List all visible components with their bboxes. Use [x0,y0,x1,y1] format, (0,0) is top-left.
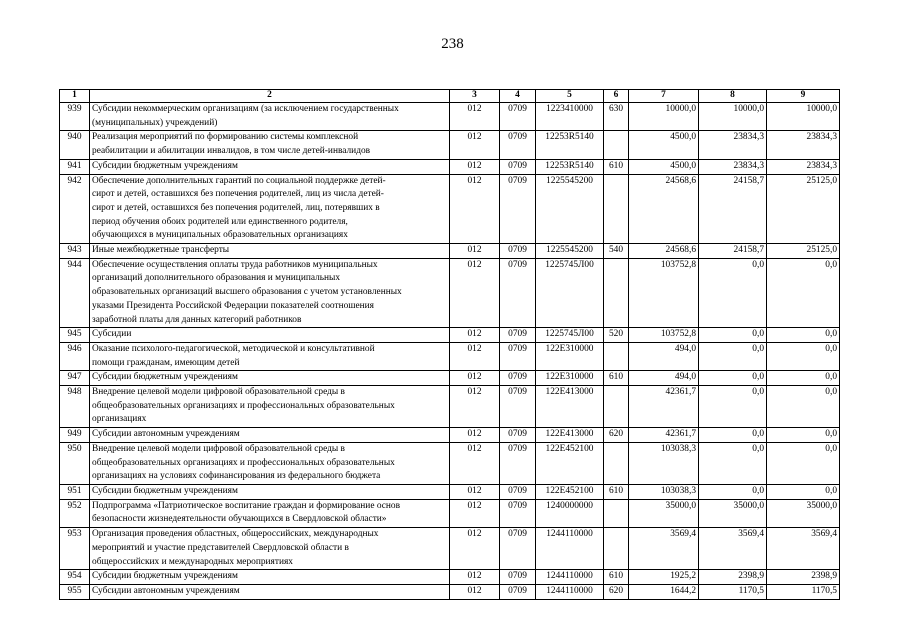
amount-col-9: 1170,5 [767,584,840,599]
target-article-code: 1244110000 [536,528,604,570]
row-name [90,328,450,343]
section-code: 0709 [500,484,536,499]
section-code: 0709 [500,386,536,428]
row-name [90,244,450,259]
amount-col-8: 0,0 [699,328,767,343]
row-name-line: Субсидии бюджетным учреждениям [92,160,238,171]
expense-type-code: 610 [604,159,629,174]
row-name-line: Внедрение целевой модели цифровой образовательной среды в [92,443,345,454]
row-name [90,159,450,174]
amount-col-7: 1644,2 [629,584,699,599]
ministry-code: 012 [450,386,500,428]
row-name-line: Субсидии бюджетным учреждениям [92,571,238,582]
amount-col-7: 10000,0 [629,103,699,131]
amount-col-7: 103752,8 [629,258,699,328]
amount-col-7: 494,0 [629,342,699,370]
section-code: 0709 [500,428,536,443]
table-row [60,244,840,259]
expense-type-code [604,386,629,428]
row-number: 946 [60,342,90,370]
ministry-code: 012 [450,131,500,159]
expense-type-code: 610 [604,570,629,585]
amount-col-7: 494,0 [629,371,699,386]
amount-col-7: 35000,0 [629,499,699,527]
amount-col-8: 0,0 [699,371,767,386]
amount-col-7: 42361,7 [629,386,699,428]
expense-type-code: 630 [604,103,629,131]
table-row [60,159,840,174]
row-name-line: Субсидии некоммерческим организациям (за исключением государственных [92,104,399,114]
table-row [60,428,840,443]
row-name-line: сирот и детей, оставшихся без попечения родителей, лиц, потерявших в [92,202,380,213]
section-code: 0709 [500,328,536,343]
amount-col-9: 0,0 [767,428,840,443]
row-number: 945 [60,328,90,343]
row-name [90,584,450,599]
row-name-line: Внедрение целевой модели цифровой образовательной среды в [92,387,345,398]
row-number: 947 [60,371,90,386]
target-article-code: 12253R5140 [536,159,604,174]
section-code: 0709 [500,442,536,484]
amount-col-8: 0,0 [699,386,767,428]
target-article-code: 1225745Л00 [536,258,604,328]
row-name [90,342,450,370]
row-name-line: общеобразовательных организациях и профессиональных образовательных [92,400,395,411]
row-number: 952 [60,499,90,527]
amount-col-7: 42361,7 [629,428,699,443]
page-number: 238 [441,36,464,52]
amount-col-9: 25125,0 [767,174,840,244]
amount-col-9: 23834,3 [767,131,840,159]
target-article-code: 1240000000 [536,499,604,527]
section-code: 0709 [500,371,536,386]
target-article-code: 122Е310000 [536,342,604,370]
expense-type-code: 610 [604,371,629,386]
row-number: 944 [60,258,90,328]
row-name-line: безопасности жизнедеятельности обучающихся в Свердловской области» [92,514,387,525]
expense-type-code: 620 [604,584,629,599]
target-article-code: 1225545200 [536,244,604,259]
section-code: 0709 [500,342,536,370]
amount-col-9: 0,0 [767,371,840,386]
amount-col-8: 10000,0 [699,103,767,131]
ministry-code: 012 [450,528,500,570]
amount-col-7: 1925,2 [629,570,699,585]
amount-col-9: 25125,0 [767,244,840,259]
ministry-code: 012 [450,484,500,499]
row-name [90,442,450,484]
ministry-code: 012 [450,258,500,328]
amount-col-9: 2398,9 [767,570,840,585]
amount-col-8: 23834,3 [699,131,767,159]
table-row [60,386,840,428]
expense-type-code [604,131,629,159]
ministry-code: 012 [450,174,500,244]
amount-col-9: 0,0 [767,484,840,499]
row-number: 949 [60,428,90,443]
amount-col-9: 35000,0 [767,499,840,527]
row-name-line: Подпрограмма «Патриотическое воспитание граждан и формирование основ [92,500,401,511]
target-article-code: 1225745Л00 [536,328,604,343]
target-article-code: 122Е413000 [536,386,604,428]
ministry-code: 012 [450,584,500,599]
row-name-line: Субсидии бюджетным учреждениям [92,485,238,496]
amount-col-9: 0,0 [767,342,840,370]
expense-type-code [604,342,629,370]
amount-col-8: 1170,5 [699,584,767,599]
target-article-code: 122Е413000 [536,428,604,443]
column-header: 8 [699,90,767,103]
row-name-line: (муниципальных) учреждений) [92,117,218,128]
ministry-code: 012 [450,570,500,585]
expense-type-code [604,258,629,328]
row-name-line: Субсидии автономным учреждениям [92,429,240,440]
amount-col-9: 10000,0 [767,103,840,131]
ministry-code: 012 [450,159,500,174]
expense-type-code: 620 [604,428,629,443]
table-row [60,371,840,386]
amount-col-9: 3569,4 [767,528,840,570]
amount-col-7: 4500,0 [629,131,699,159]
row-name-line: реабилитации и абилитации инвалидов, в том числе детей-инвалидов [92,146,371,157]
ministry-code: 012 [450,342,500,370]
column-header: 5 [536,90,604,103]
row-name-line: сирот и детей, оставшихся без попечения родителей, лиц из числа детей- [92,189,384,200]
target-article-code: 122Е452100 [536,442,604,484]
table-row [60,103,840,131]
expense-type-code [604,174,629,244]
amount-col-7: 24568,6 [629,174,699,244]
section-code: 0709 [500,159,536,174]
amount-col-8: 0,0 [699,442,767,484]
amount-col-8: 24158,7 [699,244,767,259]
row-number: 942 [60,174,90,244]
amount-col-8: 35000,0 [699,499,767,527]
row-number: 948 [60,386,90,428]
expense-type-code: 540 [604,244,629,259]
row-name [90,428,450,443]
column-header: 2 [90,90,450,103]
row-name [90,386,450,428]
row-name-line: период обучения обоих родителей или единственного родителя, [92,216,348,227]
ministry-code: 012 [450,103,500,131]
table-row [60,484,840,499]
amount-col-8: 23834,3 [699,159,767,174]
table-row [60,570,840,585]
row-name-line: общероссийских и международных мероприятиях [92,556,293,567]
ministry-code: 012 [450,328,500,343]
amount-col-9: 0,0 [767,328,840,343]
amount-col-7: 24568,6 [629,244,699,259]
row-name-line: образовательных организаций высшего образования с учетом установленных [92,287,402,298]
amount-col-7: 103752,8 [629,328,699,343]
expense-type-code: 520 [604,328,629,343]
ministry-code: 012 [450,428,500,443]
row-name-line: организациях на условиях софинансирования из федерального бюджета [92,471,381,482]
row-number: 941 [60,159,90,174]
table-row [60,174,840,244]
row-number: 955 [60,584,90,599]
row-name-line: мероприятий и участие представителей Свердловской области в [92,542,349,553]
expense-type-code [604,442,629,484]
section-code: 0709 [500,499,536,527]
expense-type-code [604,499,629,527]
amount-col-8: 24158,7 [699,174,767,244]
table-row [60,258,840,328]
ministry-code: 012 [450,442,500,484]
expense-type-code: 610 [604,484,629,499]
header-row [60,90,840,103]
row-name-line: помощи гражданам, имеющим детей [92,357,240,368]
row-name [90,371,450,386]
budget-table [59,89,840,600]
section-code: 0709 [500,528,536,570]
amount-col-8: 0,0 [699,484,767,499]
column-header: 7 [629,90,699,103]
row-number: 954 [60,570,90,585]
table-row [60,442,840,484]
row-number: 939 [60,103,90,131]
row-name-line: Организация проведения областных, общероссийских, международных [92,529,379,540]
table-row [60,528,840,570]
section-code: 0709 [500,258,536,328]
ministry-code: 012 [450,244,500,259]
amount-col-7: 3569,4 [629,528,699,570]
row-name-line: Обеспечение дополнительных гарантий по социальной поддержке детей- [92,175,386,186]
amount-col-8: 0,0 [699,342,767,370]
row-name-line: Субсидии автономным учреждениям [92,585,240,596]
row-number: 953 [60,528,90,570]
table-row [60,499,840,527]
row-name-line: организациях [92,414,147,425]
row-number: 950 [60,442,90,484]
amount-col-8: 0,0 [699,258,767,328]
table-row [60,342,840,370]
target-article-code: 12253R5140 [536,131,604,159]
amount-col-7: 103038,3 [629,442,699,484]
section-code: 0709 [500,570,536,585]
row-name-line: организаций дополнительного образования и муниципальных [92,273,341,284]
row-name-line: Субсидии бюджетным учреждениям [92,372,238,383]
section-code: 0709 [500,131,536,159]
target-article-code: 1244110000 [536,584,604,599]
row-name [90,570,450,585]
row-number: 943 [60,244,90,259]
row-name [90,484,450,499]
row-name-line: Иные межбюджетные трансферты [92,245,230,256]
section-code: 0709 [500,584,536,599]
target-article-code: 1225545200 [536,174,604,244]
amount-col-8: 2398,9 [699,570,767,585]
target-article-code: 1244110000 [536,570,604,585]
amount-col-9: 23834,3 [767,159,840,174]
row-number: 940 [60,131,90,159]
row-number: 951 [60,484,90,499]
target-article-code: 122Е452100 [536,484,604,499]
table-row [60,131,840,159]
row-name-line: Оказание психолого-педагогической, методической и консультативной [92,343,375,354]
target-article-code: 122Е310000 [536,371,604,386]
row-name-line: заработной платы для данных категорий работников [92,314,302,325]
row-name-line: указами Президента Российской Федерации показателей соотношения [92,300,374,311]
expense-type-code [604,528,629,570]
row-name-line: общеобразовательных организациях и профессиональных образовательных [92,457,395,468]
column-header: 4 [500,90,536,103]
table-row [60,328,840,343]
amount-col-7: 4500,0 [629,159,699,174]
section-code: 0709 [500,174,536,244]
row-name-line: Реализация мероприятий по формированию системы комплексной [92,132,359,143]
amount-col-8: 0,0 [699,428,767,443]
row-name [90,528,450,570]
row-name-line: Обеспечение осуществления оплаты труда работников муниципальных [92,259,378,270]
row-name [90,258,450,328]
section-code: 0709 [500,244,536,259]
target-article-code: 1223410000 [536,103,604,131]
column-header: 1 [60,90,90,103]
ministry-code: 012 [450,371,500,386]
ministry-code: 012 [450,499,500,527]
row-name-line: обучающихся в муниципальных образовательных организациях [92,230,348,241]
column-header: 6 [604,90,629,103]
row-name [90,499,450,527]
row-name [90,131,450,159]
section-code: 0709 [500,103,536,131]
amount-col-8: 3569,4 [699,528,767,570]
amount-col-7: 103038,3 [629,484,699,499]
row-name [90,103,450,131]
amount-col-9: 0,0 [767,386,840,428]
row-name [90,174,450,244]
table-row [60,584,840,599]
row-name-line: Субсидии [92,329,132,340]
amount-col-9: 0,0 [767,442,840,484]
column-header: 9 [767,90,840,103]
amount-col-9: 0,0 [767,258,840,328]
column-header: 3 [450,90,500,103]
